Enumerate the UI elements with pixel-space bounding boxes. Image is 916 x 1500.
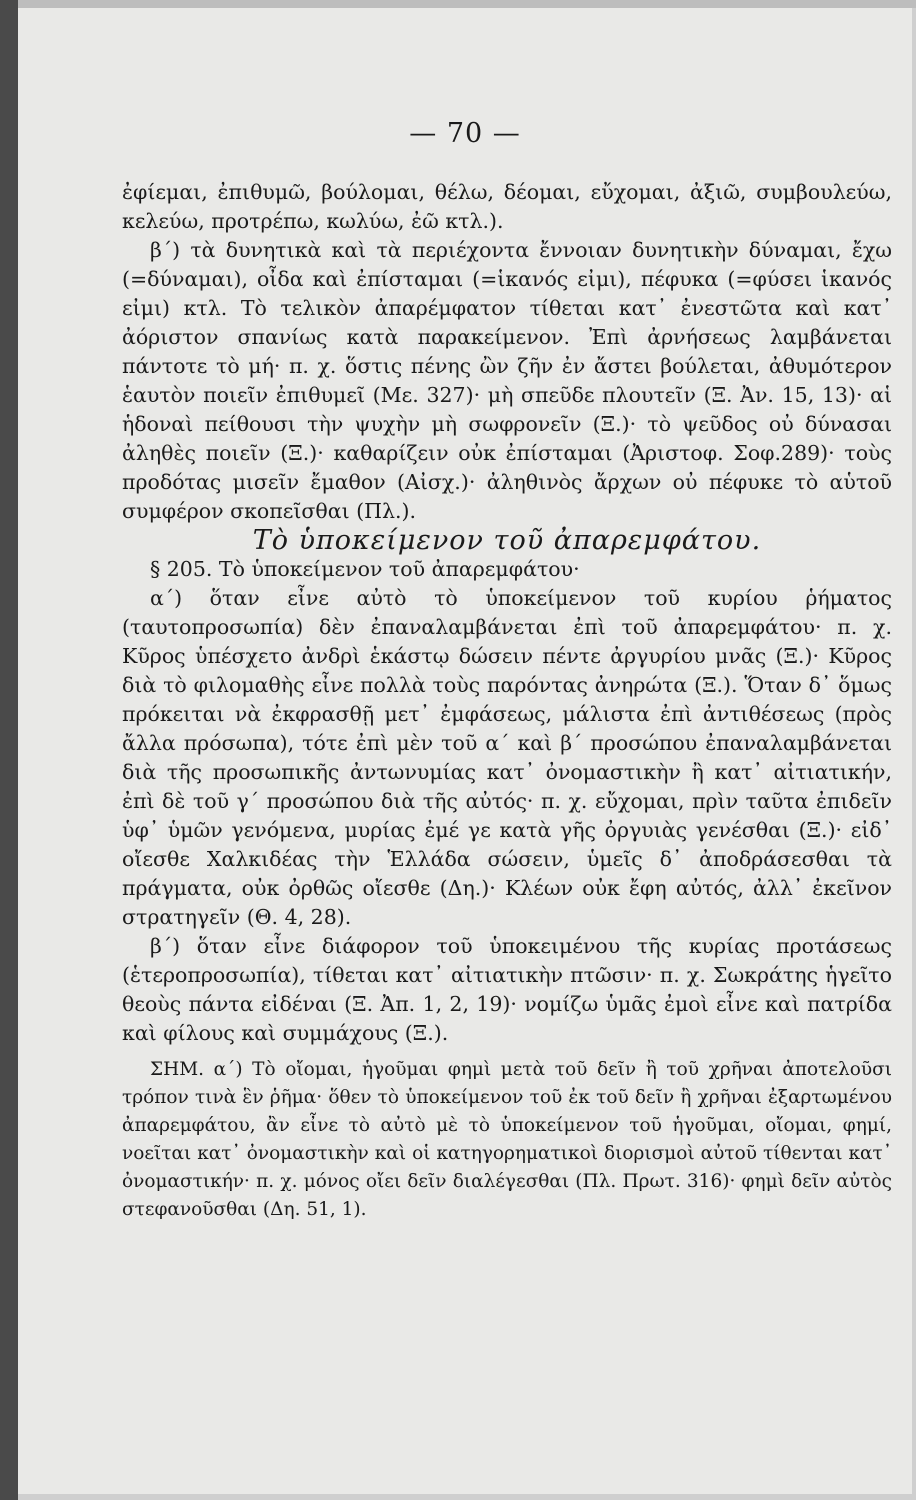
section-205-alpha: α΄) ὅταν εἶνε αὐτὸ τὸ ὑποκείμενον τοῦ κυρίου ῥήματος (ταυτοπροσωπία) δὲν ἐπαναλαμβάνεται ἐπὶ τοῦ ἀπαρεμφάτου· π. χ. Κῦρος ὑπέσχετο ἀνδρὶ ἑκάστῳ δώσειν πέντε ἀργυρίου μνᾶς (Ξ.)· Κῦρος διὰ τὸ φιλομαθὴς εἶνε πολλὰ τοὺς παρόντας ἀνηρώτα (Ξ.). Ὅταν δ᾿ ὅμως πρόκειται νὰ ἐκφρασθῇ μετ᾿ ἐμφάσεως, μάλιστα ἐπὶ ἀντιθέσεως (πρὸς ἄλλα πρόσωπα), τότε ἐπὶ μὲν τοῦ α΄ καὶ β΄ προσώπου ἐπαναλαμβάνεται διὰ τῆς προσωπικῆς ἀντωνυμίας κατ᾿ ὀνομαστικὴν ἢ κατ᾿ αἰτιατικήν, ἐπὶ δὲ τοῦ γ΄ προσώπου διὰ τῆς αὐτός· π. χ. εὔχομαι, πρὶν ταῦτα ἐπιδεῖν ὑφ᾿ ὑμῶν γενόμενα, μυρίας ἐμέ γε κατὰ γῆς ὀργυιὰς γενέσθαι (Ξ.)· εἰδ᾿ οἴεσθε Χαλκιδέας τὴν Ἑλλάδα σώσειν, ὑμεῖς δ᾿ ἀποδράσεσθαι τὰ πράγματα, οὐκ ὀρθῶς οἴεσθε (Δη.)· Κλέων οὐκ ἔφη αὐτός, ἀλλ᾿ ἐκεῖνον στρατηγεῖν (Θ. 4, 28). [122, 586, 892, 929]
section-heading: Τὸ ὑποκείμενον τοῦ ἀπαρεμφάτου. [252, 525, 762, 556]
paragraph-continuation: ἐφίεμαι, ἐπιθυμῶ, βούλομαι, θέλω, δέομαι, εὔχομαι, ἀξιῶ, συμβουλεύω, κελεύω, προτρέπω, κωλύω, ἐῶ κτλ.). [122, 180, 892, 233]
section-205-title: § 205. Τὸ ὑποκείμενον τοῦ ἀπαρεμφάτου· [150, 557, 580, 581]
note-paragraph: ΣΗΜ. α΄) Τὸ οἴομαι, ἡγοῦμαι φημὶ μετὰ τοῦ δεῖν ἢ τοῦ χρῆναι ἀποτελοῦσι τρόπον τινὰ ἓν ῥῆμα· ὅθεν τὸ ὑποκείμενον τοῦ ἐκ τοῦ δεῖν ἢ χρῆναι ἐξαρτωμένου ἀπαρεμφάτου, ἂν εἶνε τὸ αὐτὸ μὲ τὸ ὑποκείμενον τοῦ ἡγοῦμαι, οἴομαι, φημί, νοεῖται κατ᾿ ὀνομαστικὴν καὶ οἱ κατηγορηματικοὶ διορισμοὶ αὐτοῦ τίθενται κατ᾿ ὀνομαστικήν· π. χ. μόνος οἴει δεῖν διαλέγεσθαι (Πλ. Πρωτ. 316)· φημὶ δεῖν αὐτὸς στεφανοῦσθαι (Δη. 51, 1). [122, 1059, 892, 1220]
page-number: — 70 — [409, 118, 521, 149]
section-205-beta: β΄) ὅταν εἶνε διάφορον τοῦ ὑποκειμένου τῆς κυρίας προτάσεως (ἑτεροπροσωπία), τίθεται κατ᾿ αἰτιατικὴν πτῶσιν· π. χ. Σωκράτης ἡγεῖτο θεοὺς πάντα εἰδέναι (Ξ. Ἀπ. 1, 2, 19)· νομίζω ὑμᾶς ἐμοὶ εἶνε καὶ πατρίδα καὶ φίλους καὶ συμμάχους (Ξ.). [122, 934, 892, 1045]
book-gutter [0, 0, 18, 1500]
paragraph-beta: β΄) τὰ δυνητικὰ καὶ τὰ περιέχοντα ἔννοιαν δυνητικὴν δύναμαι, ἔχω (=δύναμαι), οἶδα καὶ ἐπίσταμαι (=ἱκανός εἰμι), πέφυκα (=φύσει ἱκανός εἰμι) κτλ. Τὸ τελικὸν ἀπαρέμφατον τίθεται κατ᾿ ἐνεστῶτα καὶ κατ᾿ ἀόριστον σπανίως κατὰ παρακείμενον. Ἐπὶ ἀρνήσεως λαμβάνεται πάντοτε τὸ μή· π. χ. ὅστις πένης ὢν ζῆν ἐν ἄστει βούλεται, ἀθυμότερον ἑαυτὸν ποιεῖν ἐπιθυμεῖ (Με. 327)· μὴ σπεῦδε πλουτεῖν (Ξ. Ἀν. 15, 13)· αἱ ἡδοναὶ πείθουσι τὴν ψυχὴν μὴ σωφρονεῖν (Ξ.)· τὸ ψεῦδος οὐ δύνασαι ἀληθὲς ποιεῖν (Ξ.)· καθαρίζειν οὐκ ἐπίσταμαι (Ἀριστοφ. Σοφ.289)· τοὺς προδότας μισεῖν ἔμαθον (Αἰσχ.)· ἀληθινὸς ἄρχων οὐ πέφυκε τὸ αὑτοῦ συμφέρον σκοπεῖσθαι (Πλ.). [122, 238, 892, 523]
book-page [18, 8, 912, 1494]
page-body [122, 178, 892, 1224]
scan-border [18, 0, 916, 8]
